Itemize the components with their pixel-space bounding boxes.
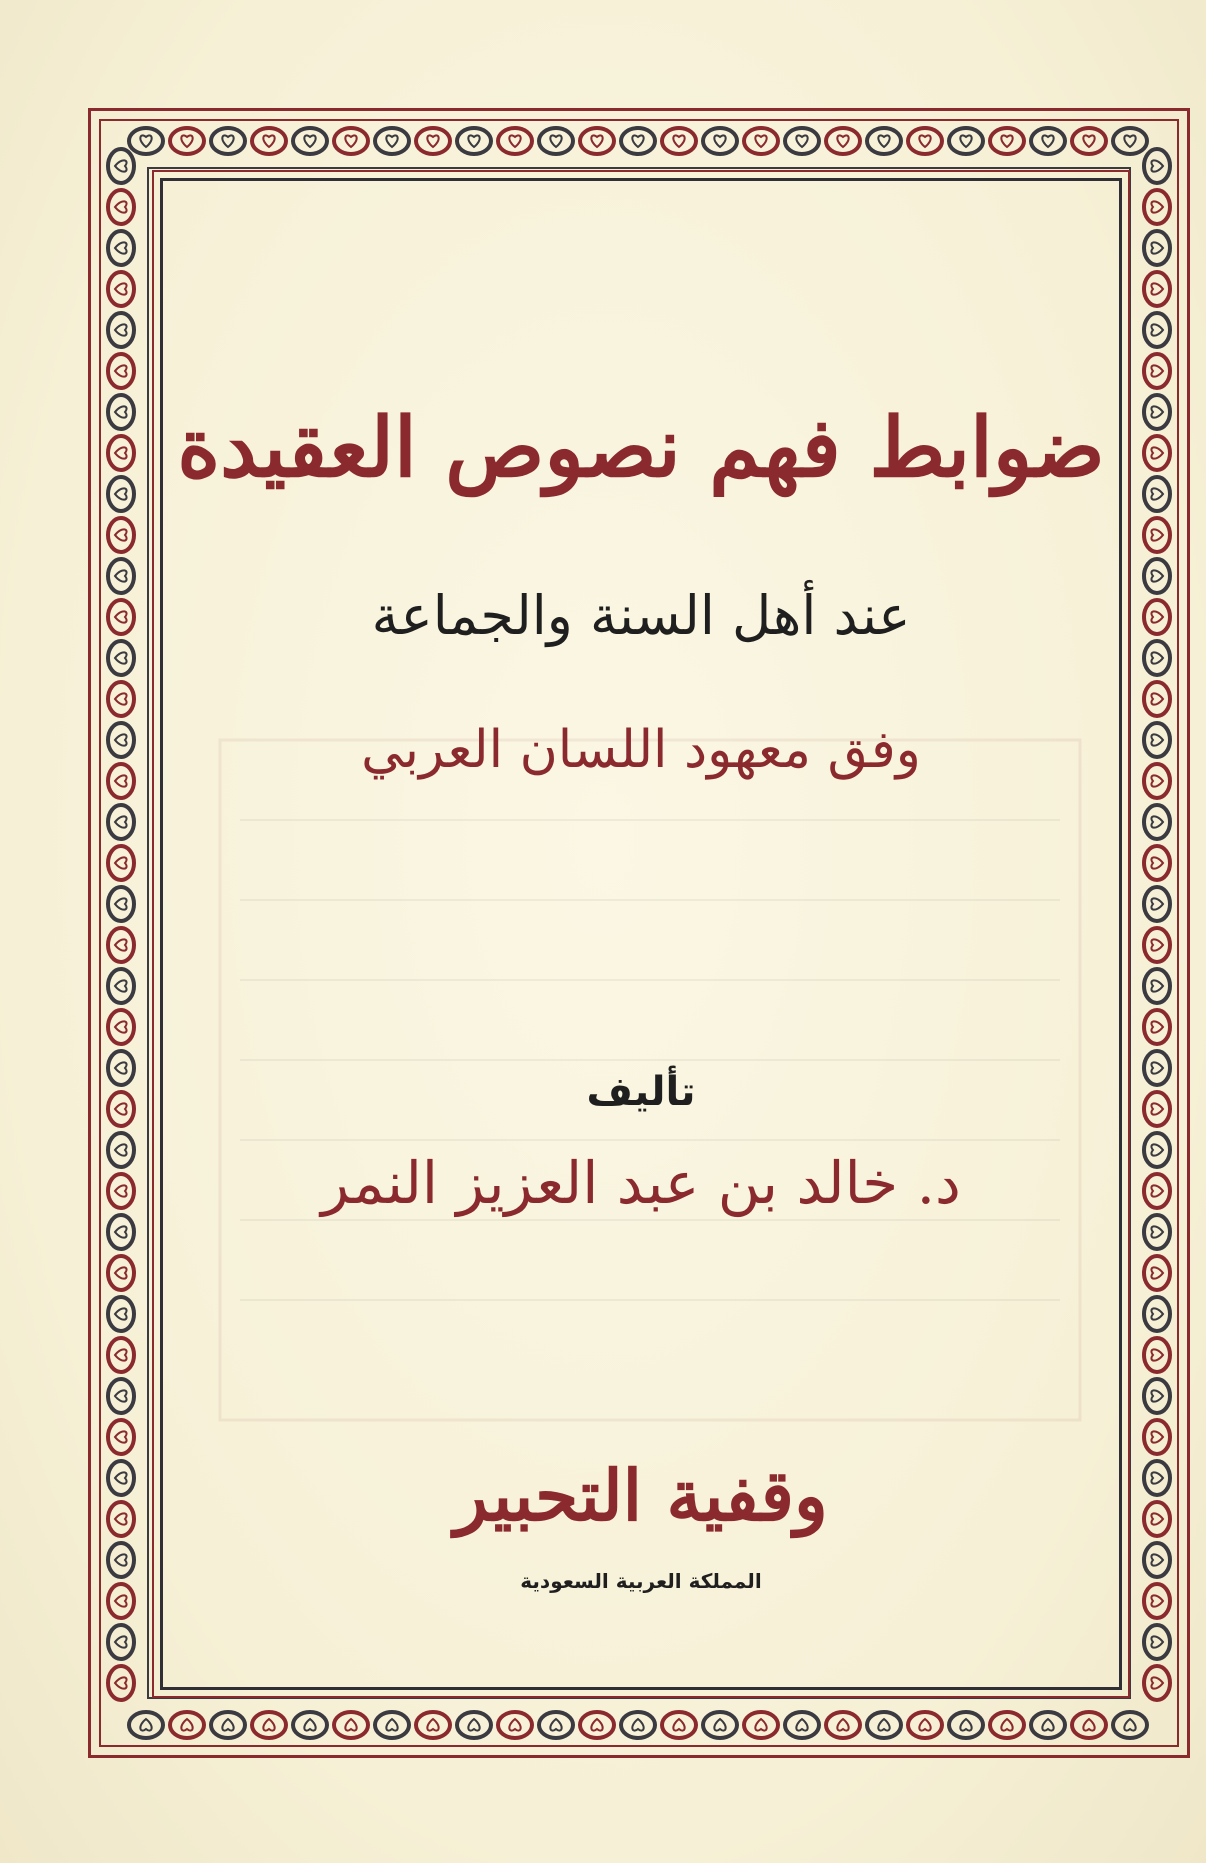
book-title: ضوابط فهم نصوص العقيدة <box>177 400 1105 496</box>
ornament-link <box>1072 1712 1106 1738</box>
ornament-link <box>108 1215 134 1249</box>
ornament-link <box>1144 313 1170 347</box>
ornament-link <box>1144 1215 1170 1249</box>
ornament-link <box>1144 149 1170 183</box>
ornament-link <box>662 1712 696 1738</box>
ornament-link <box>1144 600 1170 634</box>
ornament-link <box>1144 1625 1170 1659</box>
ornament-link <box>375 128 409 154</box>
ornament-link <box>108 1420 134 1454</box>
ornament-link <box>252 1712 286 1738</box>
ornament-link <box>1144 1338 1170 1372</box>
ornament-link <box>785 1712 819 1738</box>
ornament-link <box>1031 128 1065 154</box>
ornament-link <box>457 128 491 154</box>
ornament-link <box>621 128 655 154</box>
ornament-link <box>293 1712 327 1738</box>
ornament-link <box>108 805 134 839</box>
ornament-link <box>1144 1297 1170 1331</box>
ornament-link <box>990 128 1024 154</box>
ornament-link <box>108 928 134 962</box>
ornament-link <box>744 1712 778 1738</box>
ornament-link <box>108 1502 134 1536</box>
ornament-link <box>108 559 134 593</box>
ornament-link <box>211 128 245 154</box>
ornament-link <box>108 1461 134 1495</box>
ornament-link <box>867 128 901 154</box>
ornament-link <box>908 1712 942 1738</box>
ornament-link <box>334 1712 368 1738</box>
ornament-link <box>1144 1092 1170 1126</box>
ornament-link <box>108 436 134 470</box>
ornament-link <box>108 1051 134 1085</box>
ornament-link <box>108 1256 134 1290</box>
ornament-link <box>334 128 368 154</box>
ornament-link <box>580 128 614 154</box>
ornament-link <box>108 313 134 347</box>
ornament-link <box>108 1584 134 1618</box>
ornament-link <box>108 1338 134 1372</box>
ornament-link <box>108 682 134 716</box>
ornament-link <box>108 846 134 880</box>
ornament-link <box>108 1625 134 1659</box>
ornament-link <box>1144 846 1170 880</box>
ornament-link <box>949 1712 983 1738</box>
ornament-link <box>1144 682 1170 716</box>
book-subtitle-secondary: وفق معهود اللسان العربي <box>361 720 921 780</box>
author-name: د. خالد بن عبد العزيز النمر <box>321 1149 961 1217</box>
ornament-link <box>108 641 134 675</box>
ornament-link <box>108 395 134 429</box>
ornament-link <box>1144 559 1170 593</box>
ornament-link <box>990 1712 1024 1738</box>
ornament-link <box>1144 190 1170 224</box>
ornament-link <box>108 764 134 798</box>
ornament-link <box>108 272 134 306</box>
ornament-link <box>703 1712 737 1738</box>
ornament-link <box>252 128 286 154</box>
ornament-link <box>108 1543 134 1577</box>
ornament-link <box>416 1712 450 1738</box>
ornament-link <box>867 1712 901 1738</box>
ornament-link <box>1031 1712 1065 1738</box>
ornament-link <box>1144 1133 1170 1167</box>
ornament-link <box>1144 395 1170 429</box>
ornament-link <box>1144 887 1170 921</box>
ornament-link <box>1144 1379 1170 1413</box>
ornament-link <box>1144 1174 1170 1208</box>
ornament-link <box>1144 1010 1170 1044</box>
cover-content <box>166 184 1116 1684</box>
ornament-link <box>1144 1420 1170 1454</box>
ornament-link <box>1144 231 1170 265</box>
ornament-link <box>1113 128 1147 154</box>
ornament-link <box>375 1712 409 1738</box>
ornament-link <box>108 1666 134 1700</box>
ornament-link <box>539 1712 573 1738</box>
ornament-link <box>108 723 134 757</box>
ornament-link <box>108 1133 134 1167</box>
ornament-link <box>293 128 327 154</box>
ornament-link <box>1072 128 1106 154</box>
ornament-link <box>108 969 134 1003</box>
ornament-link <box>1144 354 1170 388</box>
ornament-link <box>662 128 696 154</box>
ornament-link <box>826 128 860 154</box>
ornament-link <box>498 1712 532 1738</box>
ornament-link <box>498 128 532 154</box>
ornament-link <box>1144 805 1170 839</box>
publisher-country: المملكة العربية السعودية <box>520 1569 762 1593</box>
ornament-link <box>108 190 134 224</box>
ornament-link <box>1144 1666 1170 1700</box>
ornament-link <box>1144 641 1170 675</box>
ornament-link <box>108 477 134 511</box>
ornament-link <box>170 1712 204 1738</box>
ornament-link <box>703 128 737 154</box>
ornament-link <box>108 1174 134 1208</box>
book-subtitle: عند أهل السنة والجماعة <box>371 584 911 647</box>
ornament-link <box>1144 1051 1170 1085</box>
ornament-link <box>108 149 134 183</box>
ornament-link <box>129 1712 163 1738</box>
ornament-link <box>1144 436 1170 470</box>
ornament-link <box>108 354 134 388</box>
ornament-link <box>129 128 163 154</box>
ornament-link <box>108 518 134 552</box>
ornament-link <box>108 1379 134 1413</box>
ornament-link <box>1144 272 1170 306</box>
ornament-link <box>457 1712 491 1738</box>
ornament-link <box>211 1712 245 1738</box>
ornament-link <box>1144 1502 1170 1536</box>
ornament-link <box>1144 1461 1170 1495</box>
ornament-link <box>908 128 942 154</box>
ornament-link <box>539 128 573 154</box>
ornament-link <box>1113 1712 1147 1738</box>
ornament-link <box>1144 477 1170 511</box>
ornament-link <box>826 1712 860 1738</box>
ornament-link <box>1144 969 1170 1003</box>
ornament-link <box>170 128 204 154</box>
ornament-link <box>1144 1543 1170 1577</box>
ornament-link <box>1144 1584 1170 1618</box>
ornament-link <box>744 128 778 154</box>
ornament-link <box>108 1092 134 1126</box>
ornament-link <box>108 600 134 634</box>
ornament-link <box>1144 1256 1170 1290</box>
ornament-link <box>108 1297 134 1331</box>
ornament-link <box>1144 723 1170 757</box>
ornament-link <box>1144 518 1170 552</box>
ornament-link <box>1144 764 1170 798</box>
publisher-name: وقفية التحبير <box>454 1454 828 1537</box>
ornament-link <box>108 1010 134 1044</box>
ornament-link <box>108 887 134 921</box>
ornament-link <box>621 1712 655 1738</box>
ornament-link <box>580 1712 614 1738</box>
ornament-link <box>785 128 819 154</box>
ornament-link <box>416 128 450 154</box>
ornament-link <box>949 128 983 154</box>
ornament-link <box>108 231 134 265</box>
author-label: تأليف <box>586 1069 696 1115</box>
ornament-link <box>1144 928 1170 962</box>
